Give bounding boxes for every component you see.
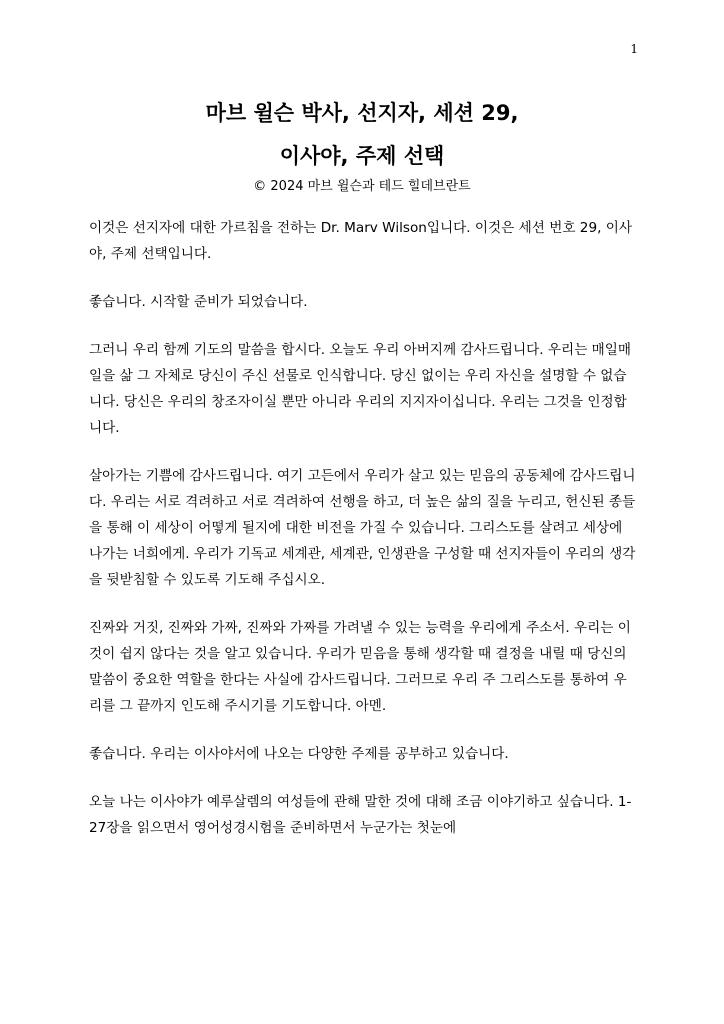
paragraph: 좋습니다. 우리는 이사야서에 나오는 다양한 주제를 공부하고 있습니다. [89,746,509,762]
paragraph: 이것은 선지자에 대한 가르침을 전하는 Dr. Marv Wilson입니다. 이것은 세션 번호 29, 이사야, 주제 선택입니다. [89,220,633,262]
title-line-2: 이사야, 주제 선택 [279,144,445,168]
document-title [0,92,724,178]
page-number: 1 [630,42,638,56]
paragraph: 살아가는 기쁨에 감사드립니다. 여기 고든에서 우리가 살고 있는 믿음의 공동체에 감사드립니다. 우리는 서로 격려하고 서로 격려하여 선행을 하고, 더 높은 삶의 질을 누리고, 헌신된 종들을 통해 이 세상이 어떻게 될지에 대한 비전을 가질 수 있습니다. 그리스도를 살려고 세상에 나가는 너희에게. 우리가 기독교 세계관, 세계관, 인생관을 구성할 때 선지자들이 우리의 생각을 뒷받침할 수 있도록 기도해 주십시오. [89,468,636,588]
title-line-1: 마브 윌슨 박사, 선지자, 세션 29, [205,101,519,125]
paragraph: 좋습니다. 시작할 준비가 되었습니다. [89,294,308,310]
paragraph: 오늘 나는 이사야가 예루살렘의 여성들에 관해 말한 것에 대해 조금 이야기하고 싶습니다. 1-27장을 읽으면서 영어성경시험을 준비하면서 누군가는 첫눈에 [89,794,632,836]
paragraph: 진짜와 거짓, 진짜와 가짜, 진짜와 가짜를 가려낼 수 있는 능력을 우리에게 주소서. 우리는 이것이 쉽지 않다는 것을 알고 있습니다. 우리가 믿음을 통해 생각할 때 결정을 내릴 때 당신의 말씀이 중요한 역할을 한다는 사실에 감사드립니다. 그러므로 우리 주 그리스도를 통하여 우리를 그 끝까지 인도해 주시기를 기도합니다. 아멘. [89,620,631,714]
document-body [89,215,637,863]
copyright-notice: © 2024 마브 윌슨과 테드 힐데브란트 [253,179,471,194]
paragraph: 그러니 우리 함께 기도의 말씀을 합시다. 오늘도 우리 아버지께 감사드립니다. 우리는 매일매일을 삶 그 자체로 당신이 주신 선물로 인식합니다. 당신 없이는 우리 자신을 설명할 수 없습니다. 당신은 우리의 창조자이실 뿐만 아니라 우리의 지지자이십니다. 우리는 그것을 인정합니다. [89,342,632,436]
